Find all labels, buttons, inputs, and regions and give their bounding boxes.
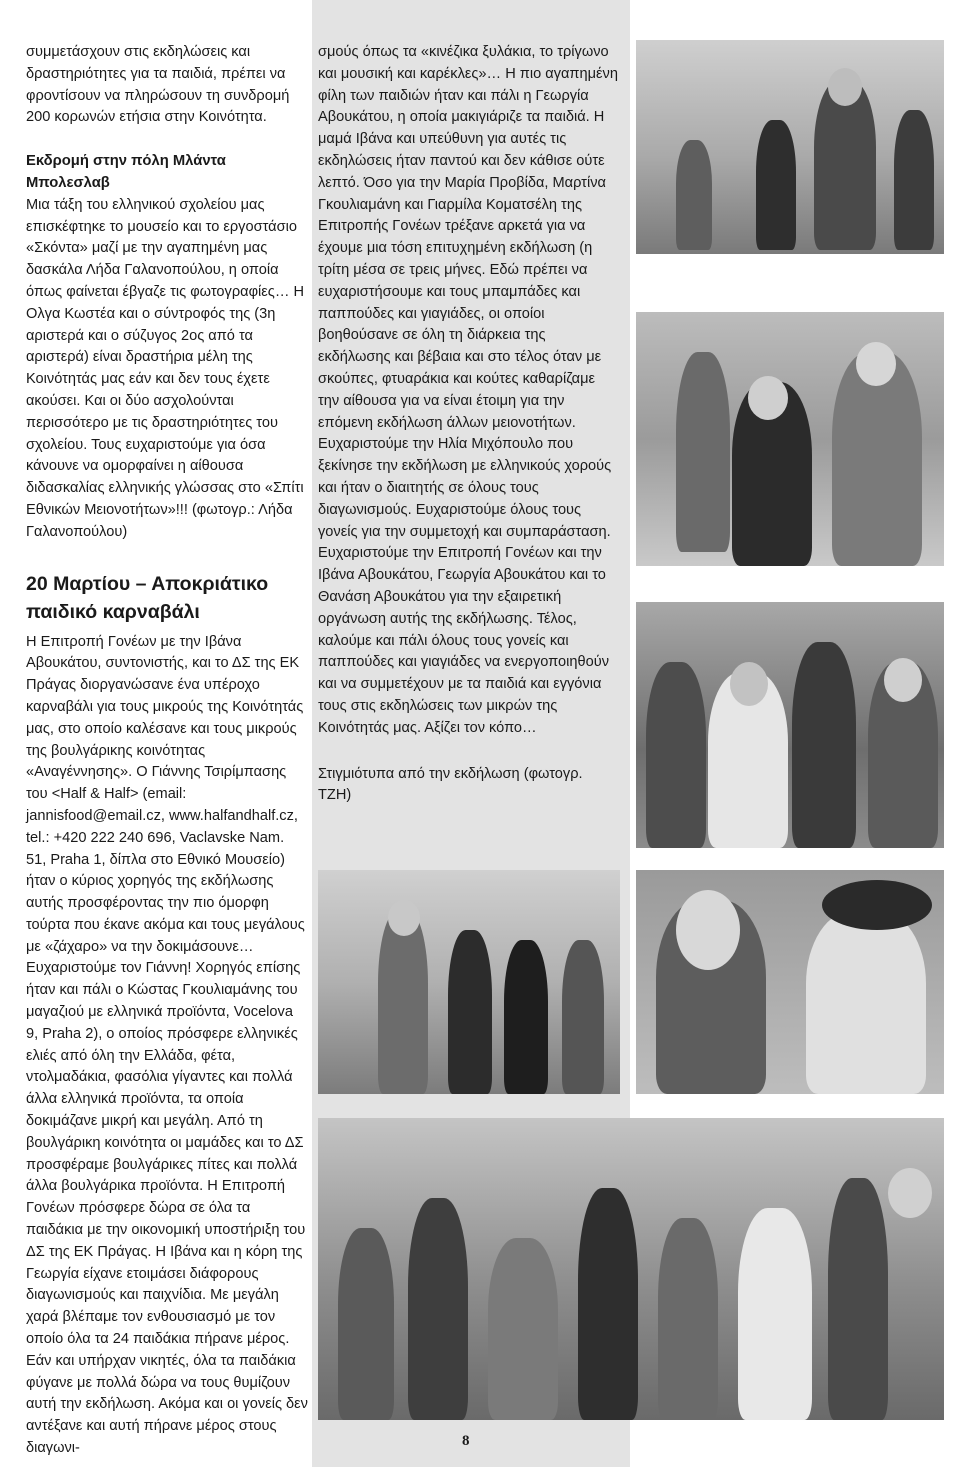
- photo-costume-boys: [318, 870, 620, 1094]
- photo-caption: Στιγμιότυπα από την εκδήλωση (φωτογρ. ΤΖΗ): [318, 765, 583, 804]
- left-column: [26, 42, 308, 1460]
- excursion-title: Εκδρομή στην πόλη Μλάντα Μπολεσλαβ: [26, 153, 226, 191]
- photo-costume-girls: [636, 602, 944, 848]
- middle-text: σμούς όπως τα «κινέζικα ξυλάκια, το τρίγωνο και μουσική και καρέκλες»… Η πιο αγαπημένη φίλη των παιδιών ήταν και πάλι η Γεωργία Αβουκάτου, η οποία μακιγιάριζε τα παιδιά. Η μαμά Ιβάνα και υπεύθυνη για αυτές τις εκδηλώσεις ήταν παντού και δεν κάθισε ούτε λεπτό. Όσο για την Μαρία Προβίδα, Μαρτίνα Γκουλιαμάνη και Γιαρμίλα Κοματσέλη της Επιτροπής Γονέων τρέξανε αρκετά για να έχουμε μια τόση επιτυχημένη εκδήλωση (η τρίτη μέσα σε τρεις μήνες. Εδώ πρέπει να ευχαριστήσουμε και τους μπαμπάδες και παππούδες και γιαγιάδες, οι οποίοι βοηθούσανε σε όλη τη διάρκεια της εκδήλωσης και βέβαια και στο τέλος όταν με σκούπες, φτυαράκια και κούτες καθαρίζαμε την αίθουσα για να είναι έτοιμη για την επόμενη εκδήλωση άλλων μειονοτήτων. Ευχαριστούμε την Ηλία Μιχόπουλο που ξεκίνησε την εκδήλωση με ελληνικούς χορούς και ήταν ο διαιτητής σε όλους τους διαγωνισμούς. Ευχαριστούμε όλους τους γονείς για την συμμετοχή και συμπαράσταση. Ευχαριστούμε την Επιτροπή Γονέων και την Ιβάνα Αβουκάτου, Γεωργία Αβουκάτου και το Θανάση Αβουκάτου για την εξαιρετική οργάνωση αυτής της εκδήλωσης. Τέλος, καλούμε και πάλι όλους τους γονείς και παππούδες και γιαγιάδες να ενεργοποιηθούν και να συμμετέχουν με τα παιδιά και εγγόνια τους στις εκδηλώσεις των μικρών της Κοινότητάς μας. Αξίζει τον κόπο…: [318, 44, 618, 736]
- intro-paragraph: συμμετάσχουν στις εκδηλώσεις και δραστηριότητες για τα παιδιά, πρέπει να φροντίσουν να πληρώσουν τη συνδρομή 200 κορωνών ετήσια στην Κοινότητα.: [26, 44, 290, 126]
- page-number: 8: [462, 1433, 470, 1449]
- excursion-text: Μια τάξη του ελληνικού σχολείου μας επισκέφτηκε το μουσείο και το εργοστάσιο «Σκόντα» μαζί με την αγαπημένη μας δασκάλα Λήδα Γαλανοπούλου, η οποία όπως φαίνεται έβγαζε τις φωτογραφίες… Η Ολγα Κωστέα και ο σύντροφός της (3η αριστερά και ο σύζυγος 2ος από τα αριστερά) είναι δραστήρια μέλη της Κοινότητάς μας εάν και δεν τους έχετε ακούσει. Και οι δύο ασχολούνται περισσότερο με τις δραστηριότητες του σχολείου. Τους ευχαριστούμε για όσα κάνουνε να ομορφαίνει η αίθουσα διδασκαλίας ελληνικής γλώσσας στο «Σπίτι Εθνικών Μειονοτήτων»!!! (φωτογρ.: Λήδα Γαλανοπούλου): [26, 196, 305, 540]
- photo-seated-children: [636, 312, 944, 566]
- photo-group: [318, 1118, 944, 1420]
- photo-face-painting: [636, 870, 944, 1094]
- photo-dance-game: [636, 40, 944, 254]
- carnival-title: 20 Μαρτίου – Αποκριάτικο παιδικό καρναβάλι: [26, 572, 269, 623]
- carnival-text: Η Επιτροπή Γονέων με την Ιβάνα Αβουκάτου, συντονιστής, και το ΔΣ της ΕΚ Πράγας διοργανώσανε ένα υπέροχο καρναβάλι για τους μικρούς της Κοινότητάς μας, στο οποίο καλέσανε και τους μικρούς της βουλγάρικης κοινότητας «Αναγέννησης». Ο Γιάννης Τσιρίμπασης του <Half & Half> (email: jannisfood@email.cz, www.halfandhalf.cz, tel.: +420 222 240 696, Vaclavske Nam. 51, Praha 1, δίπλα στο Εθνικό Μουσείο) ήταν ο κύριος χορηγός της εκδήλωσης αυτής προσφέροντας την πιο όμορφη τούρτα που έκανε ακόμα και τους μεγάλους με «ζάχαρο» να την δοκιμάσουνε… Ευχαριστούμε τον Γιάννη! Χορηγός επίσης ήταν και πάλι ο Κώστας Γκουλιαμάνης του μαγαζιού με ελληνικά προϊόντα, Vocelova 9, Praha 2), ο οποίος πρόσφερε ελληνικές ελιές από όλη την Ελλάδα, φέτα, ντολμαδάκια, φασόλια γίγαντες και πολλά άλλα ελληνικά προϊόντα, τα οποία δοκιμάζανε μικρή και μεγάλη. Από τη βουλγάρικη κοινότητα οι μαμάδες και το ΔΣ προσφέραμε βουλγάρικες πίτες και πολλά άλλα βουλγάρικα προϊόντα. Η Επιτροπή Γονέων πρόσφερε δώρα σε όλα τα παιδάκια με την οικονομική υποστήριξη του ΔΣ της ΕΚ Πράγας. Η Ιβάνα και η κόρη της Γεωργία είχανε ετοιμάσει διάφορους διαγωνισμούς και παιχνίδια. Με μεγάλη χαρά βλέπαμε τον ενθουσιασμό με τον οποίο όλα τα 24 παιδάκια πήρανε μέρος. Εάν και υπήρχαν νικητές, όλα τα παιδάκια φύγανε με πολλά δώρα να τους θυμίζουν αυτή την εκδήλωση. Ακόμα και οι γονείς δεν αντέξανε και αυτή πήρανε μέρος στους διαγωνι-: [26, 633, 308, 1457]
- middle-column: [318, 42, 618, 807]
